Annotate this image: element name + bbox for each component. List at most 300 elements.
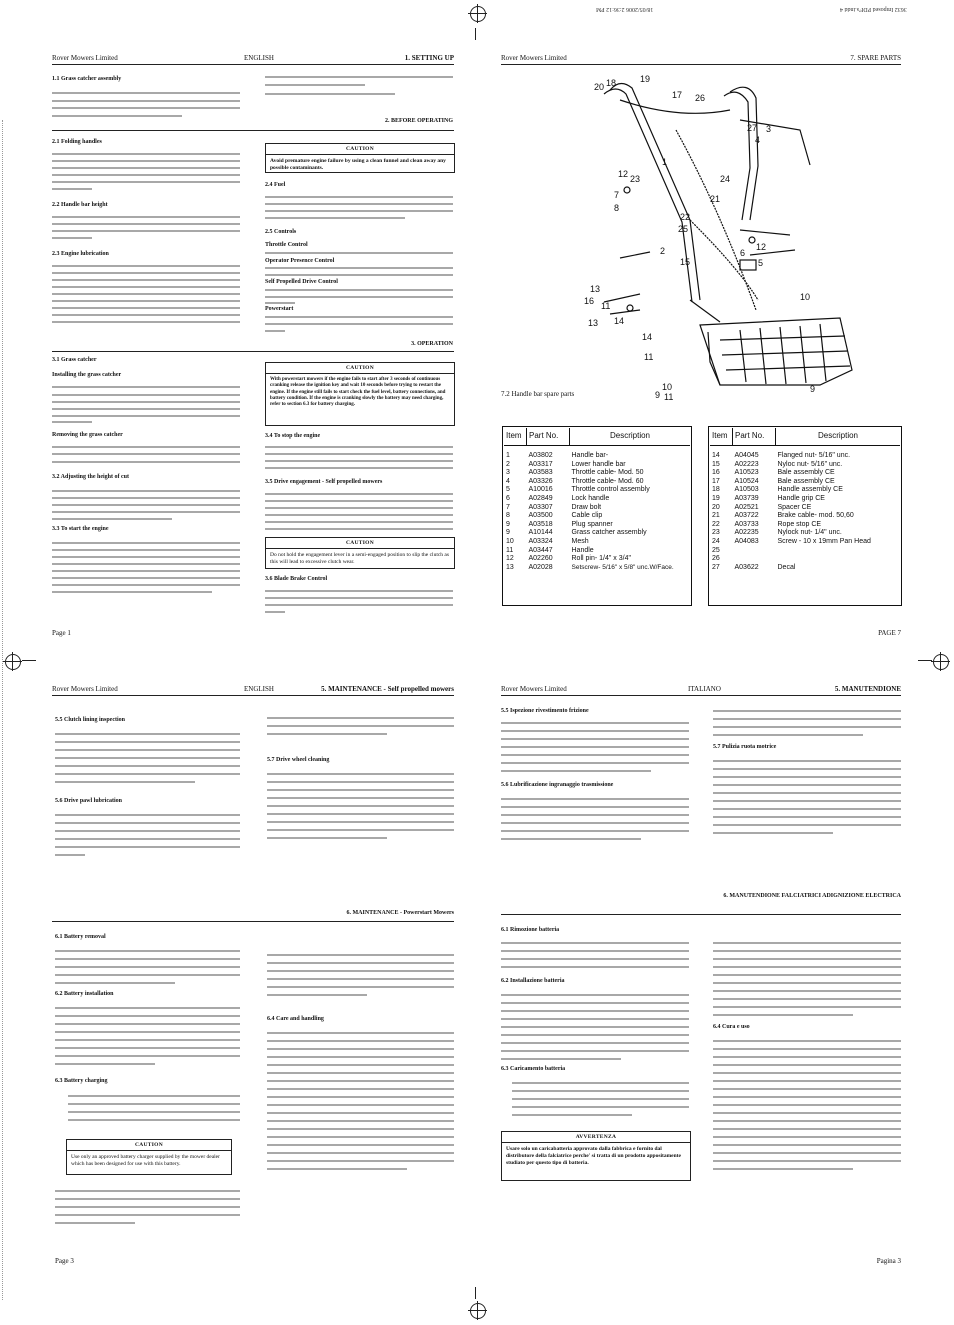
- label-throttle-control: Throttle Control: [265, 242, 308, 248]
- page3-section: 5. MAINTENANCE - Self propelled mowers: [321, 685, 454, 693]
- table-row: [710, 538, 900, 547]
- bleed-edge: [2, 120, 11, 1300]
- text-line-placeholder: [52, 265, 240, 267]
- text-line-placeholder: [265, 467, 453, 469]
- text-line-placeholder: [265, 453, 453, 455]
- text-line-placeholder: [512, 1098, 689, 1100]
- figure-caption: 7.2 Handle bar spare parts: [501, 390, 575, 398]
- table-cell: 13: [506, 563, 514, 571]
- caution-title: CAUTION: [266, 363, 454, 374]
- text-line-placeholder: [501, 814, 689, 816]
- text-line-placeholder: [52, 272, 240, 274]
- callout: 25: [678, 224, 689, 234]
- text-line-placeholder: [267, 1032, 454, 1034]
- text-line-placeholder: [267, 1104, 454, 1106]
- table-row: [504, 504, 690, 513]
- table-row: [710, 452, 900, 461]
- text-line-placeholder: [512, 1106, 689, 1108]
- table-cell: 19: [712, 494, 720, 502]
- text-line-placeholder: [52, 181, 240, 183]
- table-row: [710, 529, 900, 538]
- text-line-placeholder: [267, 1168, 407, 1170]
- text-line-placeholder: [512, 1114, 632, 1116]
- table-cell: 26: [712, 555, 720, 563]
- heading-2-1: 2.1 Folding handles: [52, 139, 102, 145]
- col-desc: Description: [570, 428, 691, 446]
- text-line-placeholder: [713, 718, 901, 720]
- table-row: [504, 538, 690, 547]
- rule: [52, 351, 454, 352]
- heading-it-5-5: 5.5 Ispezione rivestimento frizione: [501, 708, 589, 714]
- text-line-placeholder: [52, 556, 240, 558]
- text-line-placeholder: [52, 286, 240, 288]
- text-line-placeholder: [267, 1152, 454, 1154]
- text-line-placeholder: [55, 1047, 240, 1049]
- table-row: [710, 504, 900, 513]
- text-line-placeholder: [265, 316, 453, 318]
- table-cell: A04083: [734, 537, 759, 545]
- text-line-placeholder: [265, 597, 453, 599]
- text-line-placeholder: [512, 1090, 689, 1092]
- text-line-placeholder: [713, 824, 901, 826]
- table-cell: A10523: [734, 469, 759, 477]
- table-cell: Mesh: [571, 537, 589, 545]
- table-row: [710, 512, 900, 521]
- heading-it-5-6: 5.6 Lubrificazione ingranaggio trasmissione: [501, 782, 614, 788]
- text-line-placeholder: [501, 1018, 689, 1020]
- caution-text: With powerstart mowers if the engine fails to start after 3 seconds of continuous cranking release the ignition key and wait 10 seconds before trying to restart the engine. If the engine still fails to start check the fuel level, battery connections, and battery condition. If the engine is cranking slowly the battery may need charging, refer to section 6.3 for battery charging.: [270, 377, 446, 408]
- table-row: [504, 512, 690, 521]
- text-line-placeholder: [55, 958, 240, 960]
- callout: 22: [680, 212, 691, 222]
- text-line-placeholder: [52, 216, 240, 218]
- table-cell: 3: [506, 469, 510, 477]
- text-line-placeholder: [267, 1136, 454, 1138]
- page3-footer: Page 3: [55, 1257, 74, 1265]
- table-cell: A10503: [734, 486, 759, 494]
- text-line-placeholder: [265, 446, 453, 448]
- caution-title: CAUTION: [67, 1140, 231, 1151]
- text-line-placeholder: [52, 174, 240, 176]
- table-cell: Lower handle bar: [571, 460, 626, 468]
- page3-publisher: Rover Mowers Limited: [52, 685, 118, 693]
- callout: 13: [590, 284, 601, 294]
- text-line-placeholder: [52, 300, 240, 302]
- text-line-placeholder: [713, 1014, 853, 1016]
- text-line-placeholder: [68, 1103, 240, 1105]
- label-self-propelled: Self Propelled Drive Control: [265, 279, 338, 285]
- text-line-placeholder: [267, 829, 454, 831]
- text-line-placeholder: [265, 611, 285, 613]
- text-line-placeholder: [52, 511, 240, 513]
- table-row: [504, 461, 690, 470]
- label-powerstart: Powerstart: [265, 306, 294, 312]
- text-line-placeholder: [713, 808, 901, 810]
- heading-6-2: 6.2 Battery installation: [55, 991, 114, 997]
- caution-title: CAUTION: [266, 538, 454, 549]
- text-line-placeholder: [713, 1064, 901, 1066]
- table-cell: [733, 555, 776, 564]
- table-row: [710, 564, 900, 573]
- caution-text: Do not hold the engagement lever in a semi-engaged position to slip the clutch as this will lead to excessive clutch wear.: [270, 552, 450, 565]
- header-rule: [501, 695, 901, 696]
- table-cell: 27: [712, 563, 720, 571]
- text-line-placeholder: [501, 1026, 689, 1028]
- text-line-placeholder: [52, 549, 240, 551]
- table-cell: Bale assembly CE: [777, 477, 835, 485]
- caution-box-fuel: [265, 143, 455, 173]
- text-line-placeholder: [267, 1064, 454, 1066]
- text-line-placeholder: [267, 1112, 454, 1114]
- text-line-placeholder: [713, 1152, 901, 1154]
- page3it-section: 5. MANUTENDIONE: [834, 685, 901, 693]
- table-cell: Nyloc nut- 5/16" unc.: [777, 460, 843, 468]
- text-line-placeholder: [55, 1031, 240, 1033]
- text-line-placeholder: [267, 1080, 454, 1082]
- text-line-placeholder: [267, 1056, 454, 1058]
- table-cell: Throttle control assembly: [571, 486, 650, 494]
- text-line-placeholder: [713, 710, 901, 712]
- text-line-placeholder: [265, 252, 453, 254]
- text-line-placeholder: [265, 323, 453, 325]
- text-line-placeholder: [55, 966, 240, 968]
- header-rule: [52, 64, 454, 65]
- text-line-placeholder: [501, 1042, 689, 1044]
- text-line-placeholder: [713, 784, 901, 786]
- text-line-placeholder: [265, 93, 395, 95]
- text-line-placeholder: [713, 1040, 901, 1042]
- text-line-placeholder: [501, 994, 689, 996]
- text-line-placeholder: [501, 738, 689, 740]
- text-line-placeholder: [52, 497, 240, 499]
- text-line-placeholder: [713, 734, 863, 736]
- text-line-placeholder: [501, 770, 651, 772]
- text-line-placeholder: [52, 446, 240, 448]
- label-installing-catcher: Installing the grass catcher: [52, 372, 122, 378]
- text-line-placeholder: [267, 1120, 454, 1122]
- text-line-placeholder: [267, 970, 454, 972]
- text-line-placeholder: [713, 950, 901, 952]
- heading-3-6: 3.6 Blade Brake Control: [265, 576, 328, 582]
- text-line-placeholder: [267, 717, 454, 719]
- text-line-placeholder: [713, 942, 901, 944]
- text-line-placeholder: [52, 188, 92, 190]
- table-cell: 24: [712, 537, 720, 545]
- text-line-placeholder: [713, 974, 901, 976]
- text-line-placeholder: [501, 1050, 689, 1052]
- table-cell: 5: [506, 486, 510, 494]
- label-operator-presence: Operator Presence Control: [265, 258, 335, 264]
- text-line-placeholder: [265, 76, 453, 78]
- table-cell: Handle bar-: [571, 452, 609, 459]
- callout: 16: [584, 296, 595, 306]
- page3it-language: ITALIANO: [688, 685, 721, 693]
- table-cell: Bale assembly CE: [777, 469, 835, 477]
- text-line-placeholder: [267, 1128, 454, 1130]
- text-line-placeholder: [713, 1072, 901, 1074]
- slug-file: 3632 Imposed PDF's.indd 4: [840, 6, 907, 12]
- text-line-placeholder: [713, 958, 901, 960]
- table-cell: Plug spanner: [571, 520, 613, 528]
- table-cell: A03500: [528, 512, 553, 520]
- callout: 11: [664, 392, 674, 400]
- text-line-placeholder: [267, 1144, 454, 1146]
- text-line-placeholder: [55, 733, 240, 735]
- page7-publisher: Rover Mowers Limited: [501, 54, 567, 62]
- col-part: Part No.: [733, 428, 776, 446]
- table-cell: A03733: [734, 520, 759, 528]
- text-line-placeholder: [713, 726, 901, 728]
- rule: [52, 921, 454, 922]
- table-cell: Throttle cable- Mod. 60: [571, 477, 644, 485]
- registration-mark-top: [470, 6, 486, 22]
- col-desc: Description: [776, 428, 901, 446]
- text-line-placeholder: [713, 1104, 901, 1106]
- table-cell: A10524: [734, 477, 759, 485]
- table-row: [504, 469, 690, 478]
- table-cell: A03317: [528, 460, 553, 468]
- text-line-placeholder: [68, 1095, 240, 1097]
- rule: [501, 914, 901, 915]
- text-line-placeholder: [55, 1222, 135, 1224]
- text-line-placeholder: [267, 805, 454, 807]
- text-line-placeholder: [52, 563, 240, 565]
- col-item: Item: [710, 428, 733, 446]
- callout: 11: [644, 352, 654, 362]
- table-cell: Rope stop CE: [777, 520, 822, 528]
- heading-5-5: 5.5 Clutch lining inspection: [55, 717, 126, 723]
- heading-5-6: 5.6 Drive pawl lubrication: [55, 798, 122, 804]
- callout: 6: [740, 248, 746, 258]
- text-line-placeholder: [713, 1128, 901, 1130]
- text-line-placeholder: [713, 1006, 901, 1008]
- table-cell: A03722: [734, 512, 759, 520]
- text-line-placeholder: [52, 504, 240, 506]
- table-cell: 1: [506, 452, 510, 459]
- header-rule: [52, 695, 454, 696]
- table-cell: A02260: [528, 555, 553, 563]
- table-row: [504, 452, 690, 461]
- table-cell: 23: [712, 529, 720, 537]
- callout: 7: [614, 190, 620, 200]
- callout: 27: [747, 123, 758, 133]
- text-line-placeholder: [501, 822, 689, 824]
- text-line-placeholder: [52, 518, 172, 520]
- text-line-placeholder: [265, 528, 453, 530]
- text-line-placeholder: [713, 966, 901, 968]
- text-line-placeholder: [52, 223, 240, 225]
- text-line-placeholder: [55, 822, 240, 824]
- callout: 20: [594, 82, 605, 92]
- text-line-placeholder: [265, 267, 453, 269]
- heading-3-2: 3.2 Adjusting the height of cut: [52, 474, 130, 480]
- table-cell: 20: [712, 503, 720, 511]
- callout: 18: [606, 78, 617, 88]
- text-line-placeholder: [267, 994, 367, 996]
- text-line-placeholder: [713, 1168, 853, 1170]
- table-cell: A03583: [528, 469, 553, 477]
- text-line-placeholder: [267, 986, 454, 988]
- heading-it-6-1: 6.1 Rimozione batteria: [501, 927, 560, 933]
- callout: 24: [720, 174, 731, 184]
- text-line-placeholder: [265, 507, 453, 509]
- text-line-placeholder: [55, 757, 240, 759]
- callout: 15: [680, 257, 691, 267]
- heading-it-6-2: 6.2 Installazione batteria: [501, 978, 565, 984]
- table-cell: [733, 547, 776, 556]
- text-line-placeholder: [265, 514, 453, 516]
- text-line-placeholder: [55, 781, 195, 783]
- callout: 9: [810, 384, 816, 394]
- table-cell: Cable clip: [571, 512, 603, 520]
- table-cell: Flanged nut- 5/16" unc.: [777, 452, 851, 459]
- heading-3-1: 3.1 Grass catcher: [52, 357, 97, 363]
- table-cell: A04045: [734, 452, 759, 459]
- text-line-placeholder: [52, 167, 240, 169]
- callout: 12: [756, 242, 767, 252]
- text-line-placeholder: [265, 302, 295, 304]
- text-line-placeholder: [713, 1160, 901, 1162]
- text-line-placeholder: [52, 421, 92, 423]
- label-removing-catcher: Removing the grass catcher: [52, 432, 123, 438]
- table-cell: 15: [712, 460, 720, 468]
- table-cell: A02235: [734, 529, 759, 537]
- col-item: Item: [504, 428, 527, 446]
- text-line-placeholder: [267, 781, 454, 783]
- text-line-placeholder: [713, 1096, 901, 1098]
- text-line-placeholder: [68, 1119, 240, 1121]
- text-line-placeholder: [52, 92, 240, 94]
- col-part: Part No.: [527, 428, 570, 446]
- text-line-placeholder: [52, 321, 240, 323]
- page7-footer: PAGE 7: [878, 629, 901, 637]
- text-line-placeholder: [52, 584, 240, 586]
- crop-mark: [918, 660, 932, 661]
- callout: 26: [695, 93, 706, 103]
- text-line-placeholder: [55, 830, 240, 832]
- text-line-placeholder: [501, 1058, 621, 1060]
- text-line-placeholder: [55, 773, 240, 775]
- text-line-placeholder: [713, 1112, 901, 1114]
- registration-mark-bottom: [470, 1303, 486, 1319]
- heading-it-6: 6. MANUTENDIONE FALCIATRICI ADIGNIZIONE ELECTRICA: [723, 893, 901, 899]
- table-row: [710, 547, 900, 556]
- callout: 17: [672, 90, 683, 100]
- text-line-placeholder: [52, 394, 240, 396]
- table-row: [504, 564, 690, 573]
- page1-section: 1. SETTING UP: [404, 54, 454, 62]
- text-line-placeholder: [267, 789, 454, 791]
- text-line-placeholder: [52, 115, 182, 117]
- table-cell: A02849: [528, 494, 553, 502]
- rule: [52, 130, 454, 131]
- table-cell: 7: [506, 503, 510, 511]
- text-line-placeholder: [713, 998, 901, 1000]
- text-line-placeholder: [265, 84, 365, 86]
- text-line-placeholder: [713, 800, 901, 802]
- table-cell: Nylock nut- 1/4" unc.: [777, 529, 842, 537]
- table-cell: A10144: [528, 529, 553, 537]
- text-line-placeholder: [265, 521, 453, 523]
- heading-6-3: 6.3 Battery charging: [55, 1078, 108, 1084]
- text-line-placeholder: [713, 1088, 901, 1090]
- callout: 3: [766, 124, 772, 134]
- table-cell: [776, 555, 901, 564]
- table-cell: A02521: [734, 503, 759, 511]
- table-row: [504, 547, 690, 556]
- text-line-placeholder: [267, 725, 454, 727]
- table-cell: A03307: [528, 503, 553, 511]
- text-line-placeholder: [265, 196, 453, 198]
- callout: 10: [662, 382, 673, 392]
- warning-text: Usare solo un caricabatteria approvato dalla fabbrica e fornito dal distributore della falciatrice perche' si tratta di un prodotto appositamente studiato per questo tipo di batteria.: [506, 1146, 681, 1166]
- text-line-placeholder: [267, 837, 387, 839]
- table-row: [710, 469, 900, 478]
- table-row: [710, 461, 900, 470]
- table-row: [504, 478, 690, 487]
- text-line-placeholder: [501, 1002, 689, 1004]
- page3-language: ENGLISH: [244, 685, 274, 693]
- table-cell: A03326: [528, 477, 553, 485]
- caution-text: Avoid premature engine failure by using a clean funnel and clean away any possible contaminants.: [270, 158, 446, 171]
- text-line-placeholder: [52, 386, 240, 388]
- registration-mark-right: [933, 654, 949, 670]
- caution-text: Use only an approved battery charger supplied by the mower dealer which has been designed for use with this battery.: [71, 1154, 220, 1167]
- table-cell: 9: [506, 529, 510, 537]
- text-line-placeholder: [265, 604, 453, 606]
- heading-2-3: 2.3 Engine lubrication: [52, 251, 109, 257]
- text-line-placeholder: [55, 1007, 240, 1009]
- text-line-placeholder: [501, 830, 689, 832]
- text-line-placeholder: [55, 846, 240, 848]
- handle-bar-exploded-diagram: [580, 70, 890, 400]
- text-line-placeholder: [267, 1088, 454, 1090]
- callout: 10: [800, 292, 811, 302]
- table-cell: Handle grip CE: [777, 494, 825, 502]
- text-line-placeholder: [265, 493, 453, 495]
- text-line-placeholder: [68, 1111, 240, 1113]
- text-line-placeholder: [52, 237, 92, 239]
- text-line-placeholder: [713, 792, 901, 794]
- table-cell: A03324: [528, 537, 553, 545]
- parts-table-left: [504, 428, 690, 572]
- heading-2: 2. BEFORE OPERATING: [384, 118, 453, 124]
- text-line-placeholder: [267, 733, 387, 735]
- text-line-placeholder: [267, 1072, 454, 1074]
- heading-3-3: 3.3 To start the engine: [52, 526, 109, 532]
- text-line-placeholder: [55, 765, 240, 767]
- text-line-placeholder: [265, 289, 453, 291]
- table-cell: 18: [712, 486, 720, 494]
- text-line-placeholder: [52, 107, 240, 109]
- table-row: [504, 486, 690, 495]
- text-line-placeholder: [52, 279, 240, 281]
- page1-footer: Page 1: [52, 629, 71, 637]
- text-line-placeholder: [55, 1023, 240, 1025]
- table-cell: Draw bolt: [571, 503, 602, 511]
- page3it-publisher: Rover Mowers Limited: [501, 685, 567, 693]
- text-line-placeholder: [501, 950, 689, 952]
- text-line-placeholder: [265, 210, 453, 212]
- callout: 5: [758, 258, 764, 268]
- heading-it-6-4: 6.4 Cura e uso: [713, 1024, 750, 1030]
- page7-section: 7. SPARE PARTS: [850, 54, 901, 62]
- text-line-placeholder: [55, 814, 240, 816]
- parts-table-right: [710, 428, 900, 572]
- text-line-placeholder: [55, 950, 240, 952]
- text-line-placeholder: [265, 217, 405, 219]
- table-row: [710, 555, 900, 564]
